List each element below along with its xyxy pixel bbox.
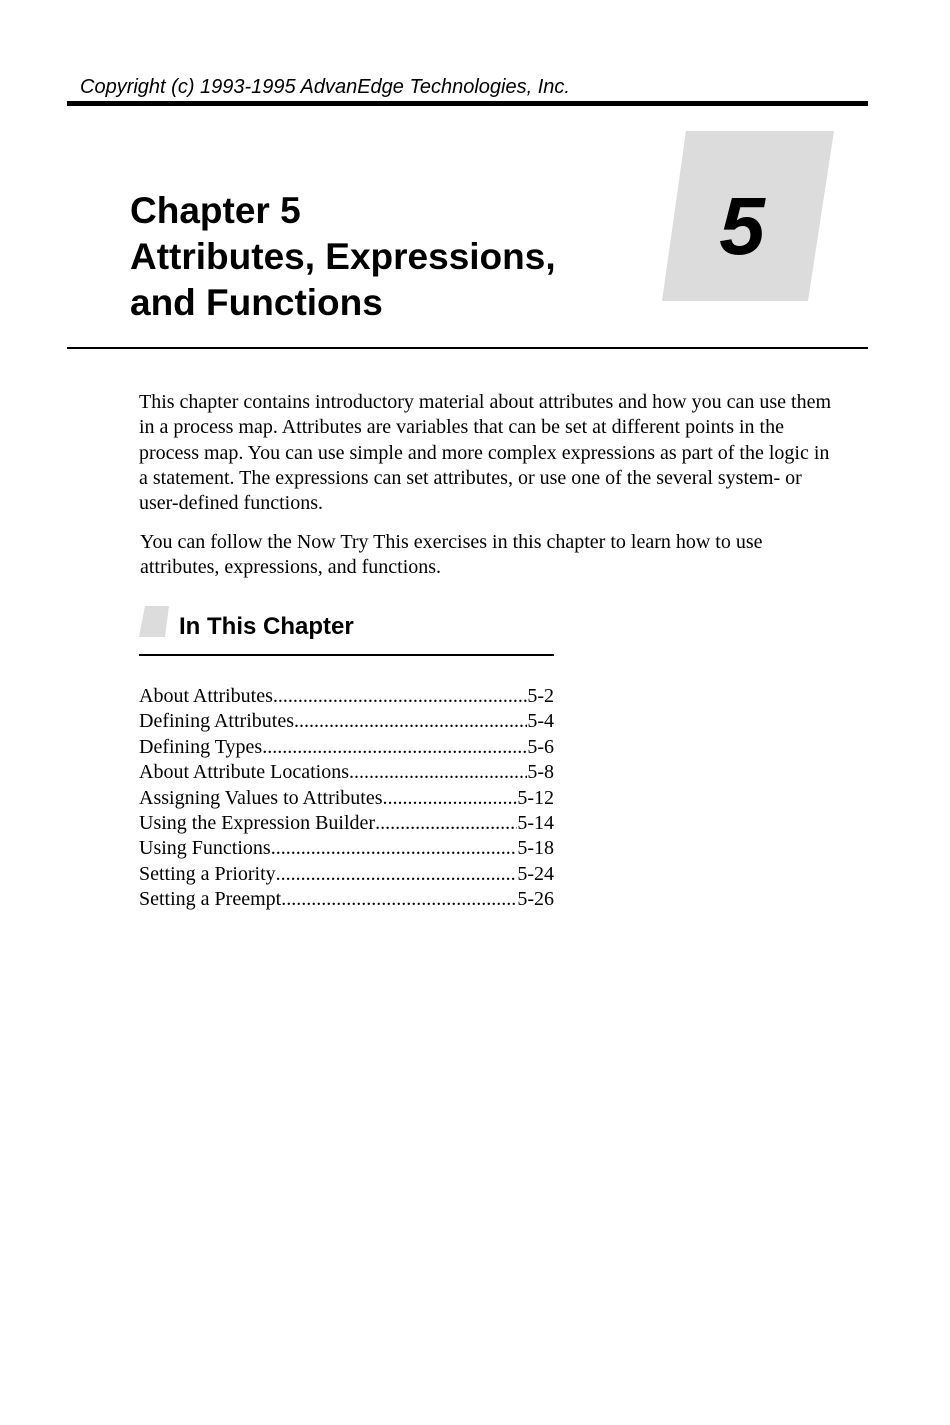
toc-item-label: Using the Expression Builder <box>139 812 376 835</box>
toc-item-page: 5-14 <box>517 812 554 835</box>
toc-leader <box>276 862 518 887</box>
intro-paragraph-2: You can follow the Now Try This exercises in this chapter to learn how to use attributes, expressions, and functions. <box>140 531 763 579</box>
toc-leader <box>281 887 517 912</box>
toc-item-page: 5-4 <box>527 710 554 733</box>
toc-leader <box>375 811 517 836</box>
toc-item[interactable] <box>139 684 554 709</box>
toc-leader <box>383 786 518 811</box>
toc-item[interactable] <box>139 811 554 836</box>
toc-leader <box>262 735 527 760</box>
header-rule <box>67 101 868 106</box>
toc-item-page: 5-2 <box>527 685 554 707</box>
toc-item[interactable] <box>139 709 554 734</box>
toc-item-label: Setting a Priority <box>139 862 276 885</box>
toc-item-label: Using Functions <box>139 837 271 860</box>
toc-item[interactable] <box>139 786 554 811</box>
toc-item-page: 5-8 <box>527 761 554 784</box>
toc-item-label: About Attribute Locations <box>139 761 349 784</box>
title-rule <box>67 347 868 349</box>
chapter-title-line-3: and Functions <box>130 282 383 323</box>
toc-leader <box>271 836 518 861</box>
chapter-number: 5 <box>719 181 765 272</box>
section-rule <box>139 654 554 656</box>
toc-item[interactable] <box>139 735 554 760</box>
chapter-number-badge <box>662 131 834 301</box>
toc-item-label: About Attributes <box>139 685 273 707</box>
toc-item[interactable] <box>139 760 554 785</box>
toc-item-page: 5-24 <box>517 862 554 885</box>
toc-item[interactable] <box>139 862 554 887</box>
toc-item-page: 5-18 <box>517 837 554 860</box>
chapter-contents-list <box>139 684 554 913</box>
toc-item-page: 5-12 <box>517 786 554 809</box>
toc-item[interactable] <box>139 887 554 912</box>
intro-paragraph-1: This chapter contains introductory material about attributes and how you can use them in a process map. Attributes are variables that can be set at different points in the process map. You can use simple and more complex expressions as part of the logic in a statement. The expressions can set attributes, or use one of the several system- or user-defined functions. <box>139 391 832 515</box>
toc-leader <box>349 760 527 785</box>
toc-item-label: Defining Attributes <box>139 710 294 733</box>
toc-item-label: Defining Types <box>139 735 263 758</box>
in-this-chapter-heading: In This Chapter <box>179 613 354 640</box>
toc-item-page: 5-6 <box>527 735 554 758</box>
toc-item[interactable] <box>139 836 554 861</box>
toc-item-label: Assigning Values to Attributes <box>139 786 383 809</box>
toc-item-page: 5-26 <box>517 888 554 911</box>
toc-leader <box>273 684 527 709</box>
toc-leader <box>294 709 527 734</box>
chapter-title-line-1: Chapter 5 <box>130 190 301 231</box>
toc-item-label: Setting a Preempt <box>139 888 282 911</box>
copyright-notice: Copyright (c) 1993-1995 AdvanEdge Technologies, Inc. <box>80 76 570 98</box>
chapter-title-line-2: Attributes, Expressions, <box>130 236 556 277</box>
chapter-title <box>130 188 556 326</box>
section-marker-icon <box>139 606 169 637</box>
